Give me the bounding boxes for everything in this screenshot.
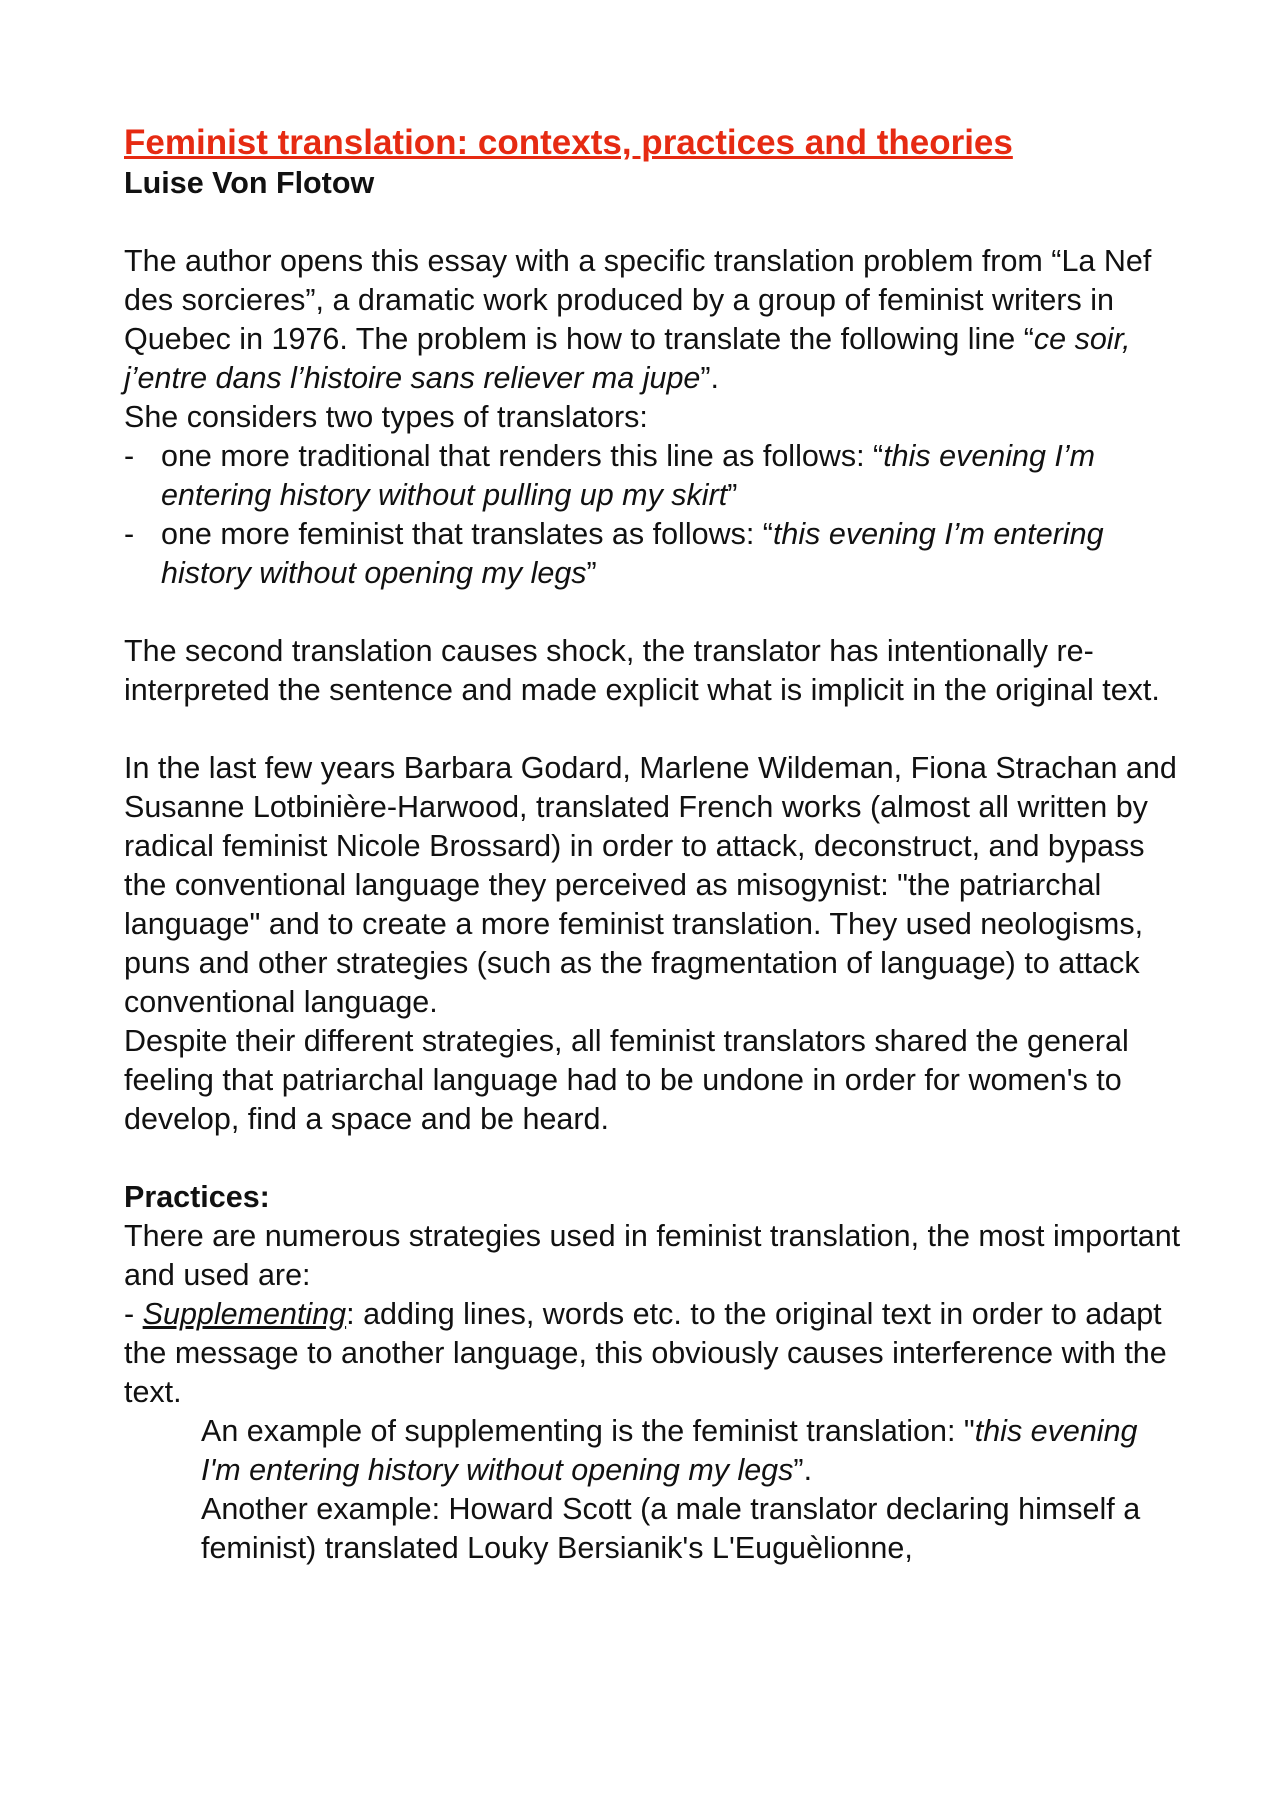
- despite-paragraph: Despite their different strategies, all feminist translators shared the general feeling that patriarchal language had to be undone in order for women's to develop, find a space and be heard.: [124, 1024, 1129, 1136]
- document-page: [124, 122, 1184, 1568]
- supplementing-term: Supplementing: [142, 1297, 347, 1331]
- practices-heading: Practices:: [124, 1180, 270, 1214]
- shock-paragraph: The second translation causes shock, the translator has intentionally re-interpreted the sentence and made explicit what is implicit in the original text.: [124, 634, 1160, 707]
- list-item-end: ”: [586, 556, 597, 590]
- intro-text-end: ”.: [700, 361, 720, 395]
- spacer: [124, 1139, 1184, 1178]
- quoted-line: ce soir, j’entre dans l’histoire sans reliever ma jupe: [124, 322, 1131, 395]
- list-item-end: ”: [727, 478, 738, 512]
- list-item: [124, 437, 1184, 515]
- intro-paragraph: [124, 242, 1184, 398]
- intro-text: The author opens this essay with a specific translation problem from “La Nef des sorcieres”, a dramatic work produced by a group of feminist writers in Quebec in 1976. The problem is how to translate the following line “: [124, 244, 1152, 356]
- example-text: An example of supplementing is the feminist translation: ": [201, 1414, 975, 1448]
- author-name: Luise Von Flotow: [124, 166, 375, 200]
- document-title[interactable]: Feminist translation: contexts, practices and theories: [124, 123, 1013, 162]
- list-item-text: one more traditional that renders this line as follows: “: [161, 439, 884, 473]
- supplementing-paragraph: [124, 1295, 1184, 1412]
- dash-bullet: -: [124, 517, 135, 551]
- spacer: [124, 710, 1184, 749]
- example-quote: this evening I'm entering history without opening my legs: [201, 1414, 1138, 1487]
- translators-paragraph: In the last few years Barbara Godard, Marlene Wildeman, Fiona Strachan and Susanne Lotbinière-Harwood, translated French works (almost all written by radical feminist Nicole Brossard) in order to attack, deconstruct, and bypass the conventional language they perceived as misogynist: "the patriarchal language" and to create a more feminist translation. They used neologisms, puns and other strategies (such as the fragmentation of language) to attack conventional language.: [124, 751, 1177, 1019]
- list-item-quote: this evening I’m entering history without pulling up my skirt: [161, 439, 1096, 512]
- example-paragraph: [124, 1412, 1184, 1490]
- types-intro: She considers two types of translators:: [124, 400, 648, 434]
- example-end: ”.: [793, 1453, 813, 1487]
- example-2-paragraph: Another example: Howard Scott (a male translator declaring himself a feminist) translated Louky Bersianik's L'Euguèlionne,: [201, 1492, 1141, 1565]
- supplementing-text: : adding lines, words etc. to the original text in order to adapt the message to another language, this obviously causes interference with the text.: [124, 1297, 1167, 1409]
- list-item-text: one more feminist that translates as follows: “: [161, 517, 773, 551]
- dash-bullet: -: [124, 439, 135, 473]
- spacer: [124, 593, 1184, 632]
- list-item-quote: this evening I’m entering history without opening my legs: [161, 517, 1104, 590]
- supplementing-dash: -: [124, 1297, 143, 1331]
- list-item: [124, 515, 1184, 593]
- practices-intro: There are numerous strategies used in feminist translation, the most important and used are:: [124, 1219, 1181, 1292]
